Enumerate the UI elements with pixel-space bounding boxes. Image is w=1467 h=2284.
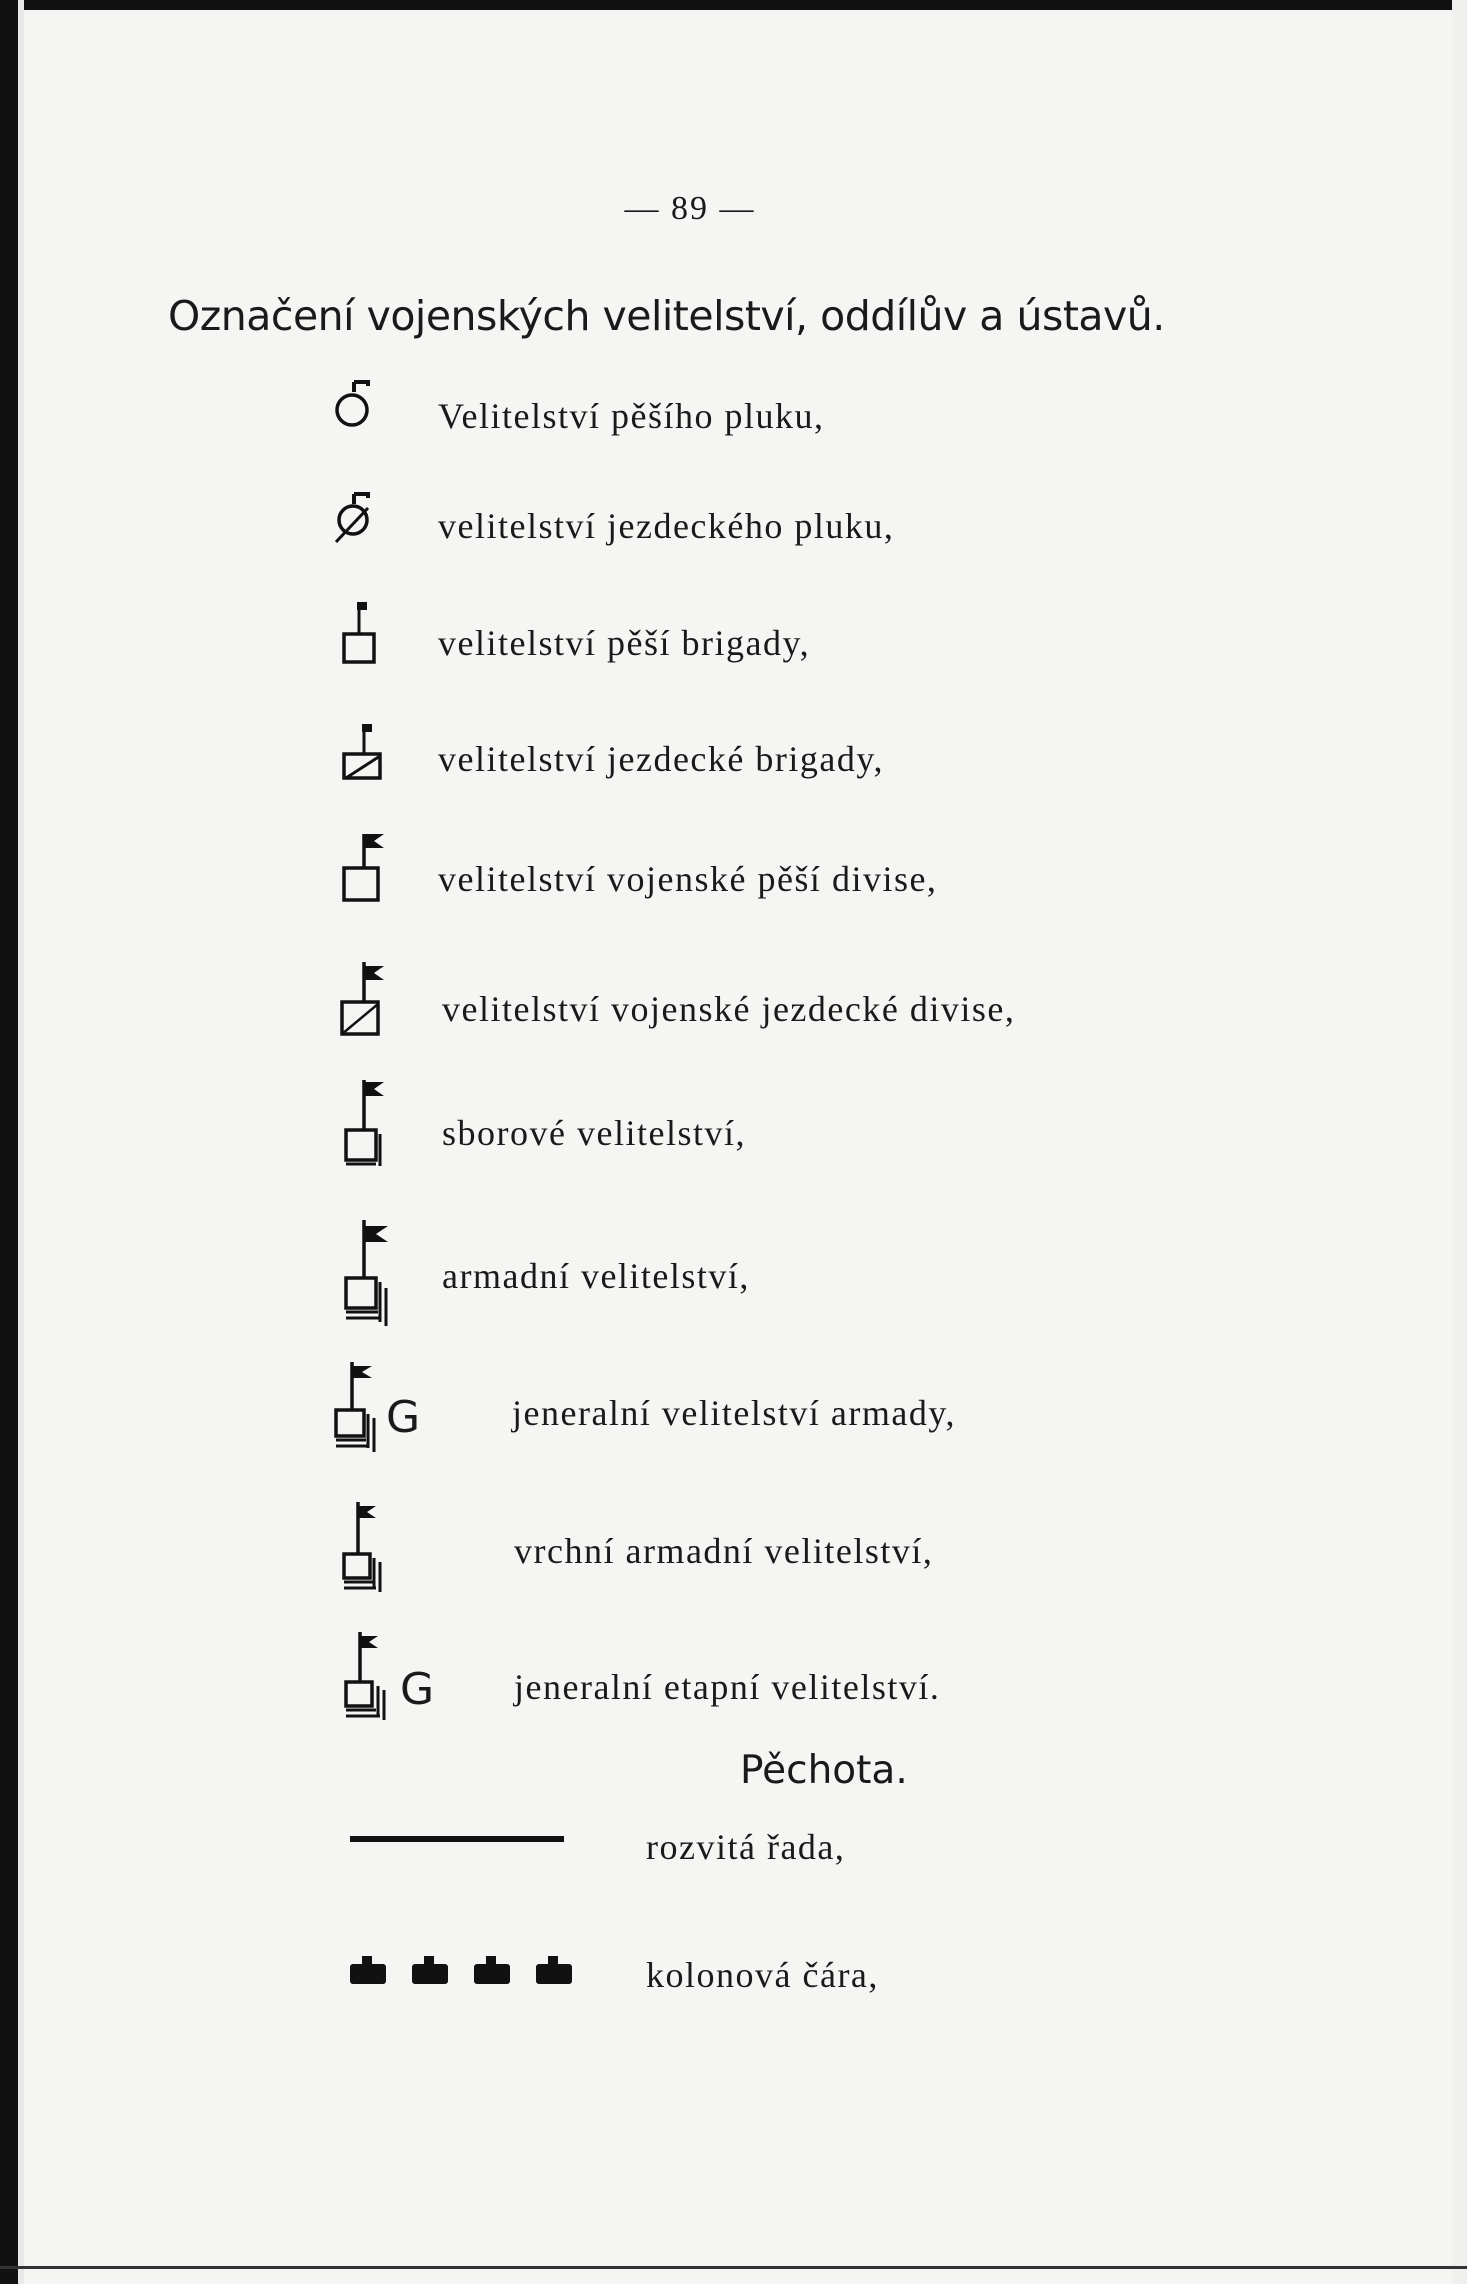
entry-label: velitelství vojenské pěší divise, (438, 859, 938, 899)
symbol-letter-g: G (386, 1392, 421, 1443)
scan-border-right (1452, 0, 1467, 2284)
entry-label: armadní velitelství, (442, 1256, 750, 1296)
page-number: — 89 — (624, 190, 756, 227)
cavalry-brigade-hq-symbol (340, 722, 390, 784)
infantry-brigade-hq-symbol (340, 600, 384, 666)
symbol-letter-g: G (400, 1664, 435, 1715)
infantry-label: rozvitá řada, (646, 1827, 846, 1867)
scan-border-bottom (0, 2266, 1467, 2269)
scan-border-left (0, 0, 18, 2284)
entry-label: vrchní armadní velitelství, (514, 1531, 934, 1571)
entry-label: velitelství pěší brigady, (438, 623, 811, 663)
scan-border-top (0, 0, 1467, 10)
infantry-label: kolonová čára, (646, 1955, 879, 1995)
corps-hq-symbol (342, 1078, 398, 1170)
infantry-division-hq-symbol (340, 832, 396, 906)
deployed-line-symbol (348, 1832, 568, 1846)
entry-label: Velitelství pěšího pluku, (438, 396, 825, 436)
infantry-regiment-hq-symbol (332, 378, 382, 432)
supreme-army-hq-symbol (340, 1500, 400, 1596)
section-heading: Pěchota. (740, 1748, 908, 1793)
page-heading: Označení vojenských velitelství, oddílův a ústavů. (168, 292, 1165, 340)
entry-label: sborové velitelství, (442, 1113, 746, 1153)
entry-label: velitelství jezdeckého pluku, (438, 506, 895, 546)
entry-label: velitelství vojenské jezdecké divise, (442, 989, 1016, 1029)
entry-label: jeneralní velitelství armady, (512, 1393, 957, 1433)
army-hq-symbol (342, 1218, 398, 1330)
entry-label: jeneralní etapní velitelství. (514, 1667, 941, 1707)
army-general-hq-symbol (332, 1360, 392, 1456)
scan-border-left-gap (18, 0, 24, 2284)
cavalry-regiment-hq-symbol (330, 490, 380, 546)
cavalry-division-hq-symbol (336, 960, 396, 1040)
general-etape-hq-symbol (342, 1630, 402, 1722)
entry-label: velitelství jezdecké brigady, (438, 739, 885, 779)
column-line-symbol (348, 1952, 578, 1988)
